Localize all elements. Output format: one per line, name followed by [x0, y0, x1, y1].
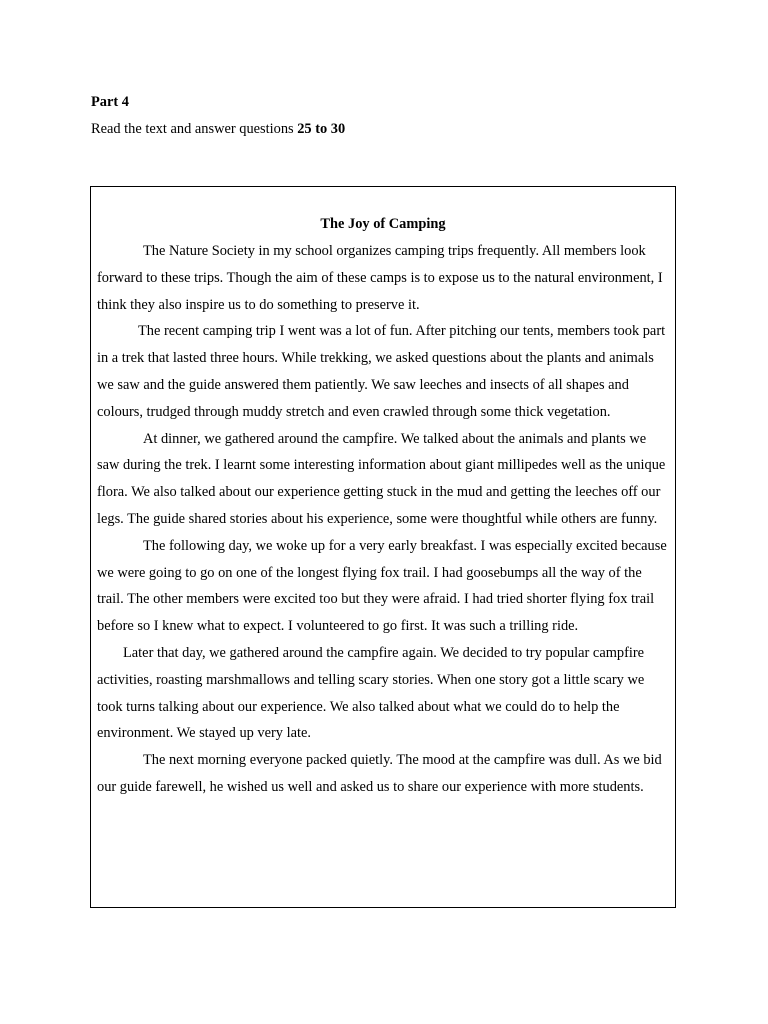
- reading-passage-box: [90, 186, 676, 908]
- passage-paragraph-4: The following day, we woke up for a very early breakfast. I was especially excited because we were going to go on one of the longest flying fox trail. I had goosebumps all the way of the trail. The other members were excited too but they were afraid. I had tried shorter flying fox trail before so I knew what to expect. I volunteered to go first. It was such a trilling ride.: [97, 537, 667, 635]
- part-heading: Part 4: [91, 94, 129, 110]
- passage-body: [97, 238, 669, 801]
- question-range: 25 to 30: [297, 121, 346, 137]
- passage-paragraph-1: The Nature Society in my school organizes camping trips frequently. All members look forward to these trips. Though the aim of these camps is to expose us to the natural environment, I think they also inspire us to do something to preserve it.: [97, 243, 663, 313]
- passage-paragraph-2: The recent camping trip I went was a lot of fun. After pitching our tents, members took part in a trek that lasted three hours. While trekking, we asked questions about the plants and animals we saw and the guide answered them patiently. We saw leeches and insects of all shapes and colours, trudged through muddy stretch and even crawled through some thick vegetation.: [97, 323, 666, 420]
- instruction-text: [91, 120, 345, 138]
- passage-title: The Joy of Camping: [320, 216, 446, 232]
- instruction-prefix: Read the text and answer questions: [91, 121, 298, 137]
- passage-paragraph-6: The next morning everyone packed quietly. The mood at the campfire was dull. As we bid our guide farewell, he wished us well and asked us to share our experience with more students.: [97, 752, 662, 795]
- passage-paragraph-5: Later that day, we gathered around the campfire again. We decided to try popular campfire activities, roasting marshmallows and telling scary stories. When one story got a little scary we took turns talking about our experience. We also talked about what we could do to help the environment. We stayed up very late.: [97, 644, 645, 742]
- passage-paragraph-3: At dinner, we gathered around the campfire. We talked about the animals and plants we saw during the trek. I learnt some interesting information about giant millipedes well as the unique flora. We also talked about our experience getting stuck in the mud and getting the leeches off our legs. The guide shared stories about his experience, some were thoughtful while others are funny.: [97, 430, 666, 527]
